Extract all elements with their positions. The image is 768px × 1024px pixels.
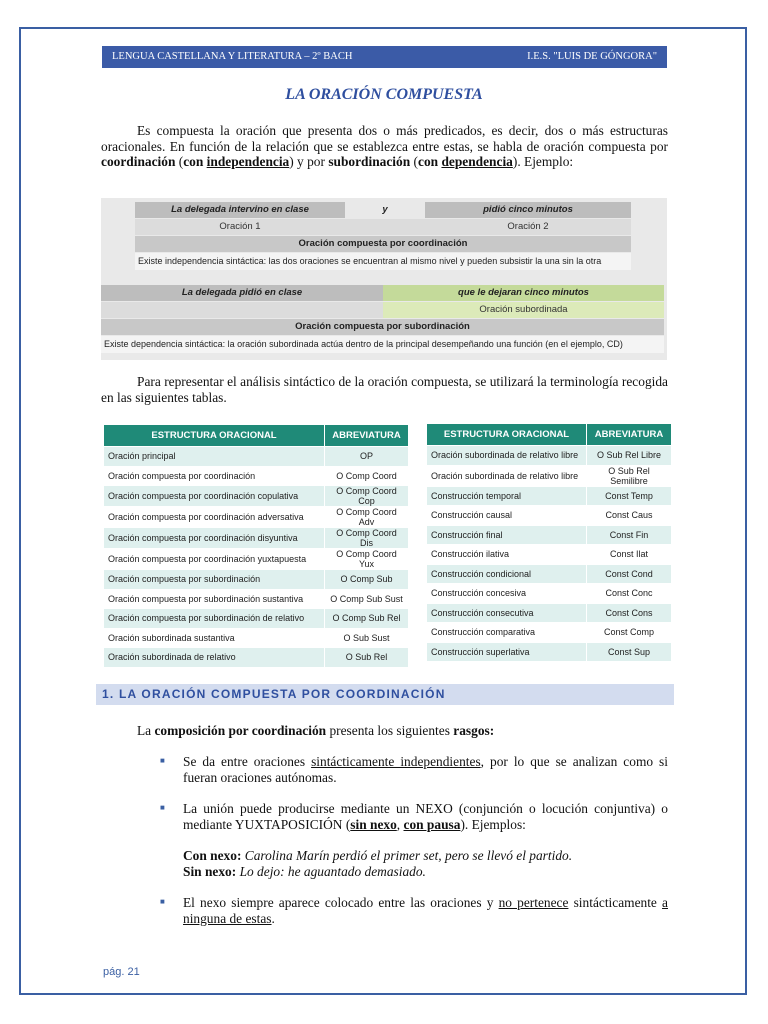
label-oracion-1: Oración 1 (219, 221, 261, 232)
sub-description: Existe dependencia sintáctica: la oración subordinada actúa dentro de la principal desempeñando una función (en el ejemplo, CD) (101, 336, 664, 353)
term-con: con (183, 154, 207, 169)
table-row (427, 603, 672, 623)
table-row (427, 584, 672, 604)
structure-cell: Oración compuesta por coordinación disyuntiva (104, 528, 325, 549)
bullet-text: ). Ejemplos: (460, 816, 526, 832)
page-title: LA ORACIÓN COMPUESTA (285, 86, 483, 103)
header-school: I.E.S. "LUIS DE GÓNGORA" (527, 51, 657, 62)
structure-cell: Construcción causal (427, 506, 587, 526)
structure-cell: Construcción superlativa (427, 642, 587, 662)
coord-conjunction: y (345, 202, 425, 218)
underlined-term: sintácticamente independientes (311, 754, 481, 769)
structure-cell: Oración principal (104, 447, 325, 467)
abbreviation-cell: Const Cond (587, 564, 672, 584)
bullet-text: , (396, 816, 404, 832)
structure-cell: Construcción condicional (427, 564, 587, 584)
example-sentence: Carolina Marín perdió el primer set, pero se llevó el partido. (244, 848, 573, 863)
abbreviation-cell: O Sub Rel (325, 648, 409, 668)
table-row (104, 589, 409, 609)
structure-cell: Oración compuesta por coordinación copulativa (104, 486, 325, 507)
coord-clause-2: pidió cinco minutos (483, 204, 573, 215)
structure-cell: Oración compuesta por coordinación adversativa (104, 507, 325, 528)
example-picture (101, 198, 667, 360)
terminology-paragraph: Para representar el análisis sintáctico de la oración compuesta, se utilizará la terminología recogida en las siguientes tablas. (101, 374, 668, 405)
column-header-structure: ESTRUCTURA ORACIONAL (104, 425, 325, 447)
structure-cell: Construcción concesiva (427, 584, 587, 604)
structure-cell: Oración compuesta por subordinación sustantiva (104, 589, 325, 609)
rasgos-text: La (137, 723, 155, 738)
bullet-3 (183, 895, 668, 926)
page-number: pág. 21 (103, 966, 140, 978)
abbreviation-cell: Const Ilat (587, 545, 672, 565)
abbreviation-table-2 (426, 423, 672, 662)
table-row (104, 528, 409, 549)
header-subject: LENGUA CASTELLANA Y LITERATURA – 2º BACH (112, 51, 353, 62)
abbreviation-cell: Const Comp (587, 623, 672, 643)
example-sentence: Lo dejo: he aguantado demasiado. (239, 864, 426, 879)
abbreviation-cell: Const Conc (587, 584, 672, 604)
bullet-text: Se da entre oraciones (183, 754, 312, 769)
column-header-abbreviation: ABREVIATURA (587, 424, 672, 446)
table-row (427, 545, 672, 565)
example-2 (183, 864, 668, 880)
table-row (427, 465, 672, 486)
table-row (427, 506, 672, 526)
bullet-text: sintácticamente (568, 895, 663, 910)
bullet-text: , por lo que se analizan como si fueran oraciones autónomas. (183, 754, 668, 785)
label-oracion-subordinada: Oración subordinada (383, 302, 664, 318)
bullet-2 (183, 801, 668, 832)
coord-title: Oración compuesta por coordinación (135, 236, 631, 252)
term-sin-nexo: sin nexo (350, 816, 397, 832)
abbreviation-cell: Const Caus (587, 506, 672, 526)
coord-row (135, 202, 631, 218)
abbreviation-table-1 (103, 424, 409, 668)
table-row (427, 486, 672, 506)
table-row (104, 447, 409, 467)
sub-labels-row (101, 302, 664, 318)
abbreviation-cell: O Sub Rel Libre (587, 446, 672, 466)
rasgos-text: presenta los siguientes (326, 723, 454, 738)
abbreviation-cell: O Comp Coord Cop (325, 486, 409, 507)
bullet-marker: ■ (160, 756, 165, 765)
bullet-text: . (271, 910, 275, 926)
table-row (427, 525, 672, 545)
abbreviation-cell: O Comp Coord Yux (325, 549, 409, 570)
section-heading: 1. LA ORACIÓN COMPUESTA POR COORDINACIÓN (96, 684, 674, 705)
table-row (104, 486, 409, 507)
underlined-term: a ninguna de estas (183, 895, 668, 926)
structure-cell: Construcción temporal (427, 486, 587, 506)
term-dependence: dependencia (441, 154, 513, 169)
term-con-pausa: con pausa (403, 816, 461, 832)
table-row (104, 628, 409, 648)
structure-cell: Oración subordinada de relativo libre (427, 446, 587, 466)
bullet-text: La unión puede producirse mediante un NEXO (conjunción o locución conjuntiva) o mediante YUXTAPOSICIÓN ( (183, 801, 668, 832)
table-row (427, 642, 672, 662)
intro-text: ( (175, 154, 184, 169)
abbreviation-cell: Const Sup (587, 642, 672, 662)
structure-cell: Oración compuesta por coordinación (104, 466, 325, 486)
intro-text: ). Ejemplo: (512, 154, 574, 169)
table-row (427, 446, 672, 466)
structure-cell: Oración subordinada sustantiva (104, 628, 325, 648)
structure-cell: Oración subordinada de relativo libre (427, 465, 587, 486)
coord-labels-row (135, 219, 631, 235)
table-row (104, 648, 409, 668)
coord-clause-1: La delegada intervino en clase (171, 204, 309, 215)
rasgos-line (137, 723, 667, 739)
structure-cell: Oración subordinada de relativo (104, 648, 325, 668)
abbreviation-cell: O Sub Sust (325, 628, 409, 648)
term-composition: composición por coordinación (154, 723, 327, 738)
page-header (102, 46, 667, 68)
structure-cell: Oración compuesta por subordinación (104, 570, 325, 590)
sub-row (101, 285, 664, 301)
table-row (104, 609, 409, 629)
abbreviation-cell: O Comp Coord (325, 466, 409, 486)
term-subordination: subordinación (328, 154, 411, 169)
structure-cell: Construcción consecutiva (427, 603, 587, 623)
term-coordination: coordinación (101, 154, 176, 169)
sub-title: Oración compuesta por subordinación (101, 319, 664, 335)
intro-paragraph (101, 123, 668, 170)
abbreviation-cell: Const Cons (587, 603, 672, 623)
sub-main-clause: La delegada pidió en clase (181, 287, 303, 298)
bullet-marker: ■ (160, 897, 165, 906)
structure-cell: Oración compuesta por subordinación de relativo (104, 609, 325, 629)
abbreviation-cell: O Comp Coord Adv (325, 507, 409, 528)
table-row (427, 623, 672, 643)
term-independence: independencia (206, 154, 290, 169)
table-row (104, 570, 409, 590)
example-label: Sin nexo: (183, 864, 237, 879)
intro-text: Es compuesta la oración que presenta dos o más predicados, es decir, dos o más estructuras oracionales. En función de la relación que se establezca entre estas, se habla de oración compuesta por (101, 123, 668, 154)
abbreviation-cell: O Comp Coord Dis (325, 528, 409, 549)
column-header-abbreviation: ABREVIATURA (325, 425, 409, 447)
abbreviation-cell: O Comp Sub (325, 570, 409, 590)
intro-text: ) y por (289, 154, 329, 169)
abbreviation-cell: Const Temp (587, 486, 672, 506)
abbreviation-cell: O Comp Sub Sust (325, 589, 409, 609)
table-row (104, 549, 409, 570)
table-row (427, 564, 672, 584)
intro-text: ( (410, 154, 418, 169)
structure-cell: Construcción final (427, 525, 587, 545)
bullet-marker: ■ (160, 803, 165, 812)
abbreviation-cell: O Comp Sub Rel (325, 609, 409, 629)
abbreviation-cell: O Sub Rel Semilibre (587, 465, 672, 486)
term-rasgos: rasgos: (453, 723, 495, 738)
structure-cell: Construcción comparativa (427, 623, 587, 643)
term-con: con (418, 154, 442, 169)
column-header-structure: ESTRUCTURA ORACIONAL (427, 424, 587, 446)
table-row (104, 507, 409, 528)
label-oracion-2: Oración 2 (507, 221, 549, 232)
coord-description: Existe independencia sintáctica: las dos oraciones se encuentran al mismo nivel y pueden subsistir la una sin la otra (135, 253, 631, 270)
abbreviation-cell: Const Fin (587, 525, 672, 545)
structure-cell: Oración compuesta por coordinación yuxtapuesta (104, 549, 325, 570)
underlined-term: no pertenece (498, 895, 569, 910)
structure-cell: Construcción ilativa (427, 545, 587, 565)
table-row (104, 466, 409, 486)
example-1 (183, 848, 668, 864)
example-label: Con nexo: (183, 848, 242, 863)
bullet-1 (183, 754, 668, 785)
bullet-text: El nexo siempre aparece colocado entre las oraciones y (183, 895, 499, 910)
sub-subordinate-clause: que le dejaran cinco minutos (383, 285, 664, 301)
abbreviation-cell: OP (325, 447, 409, 467)
